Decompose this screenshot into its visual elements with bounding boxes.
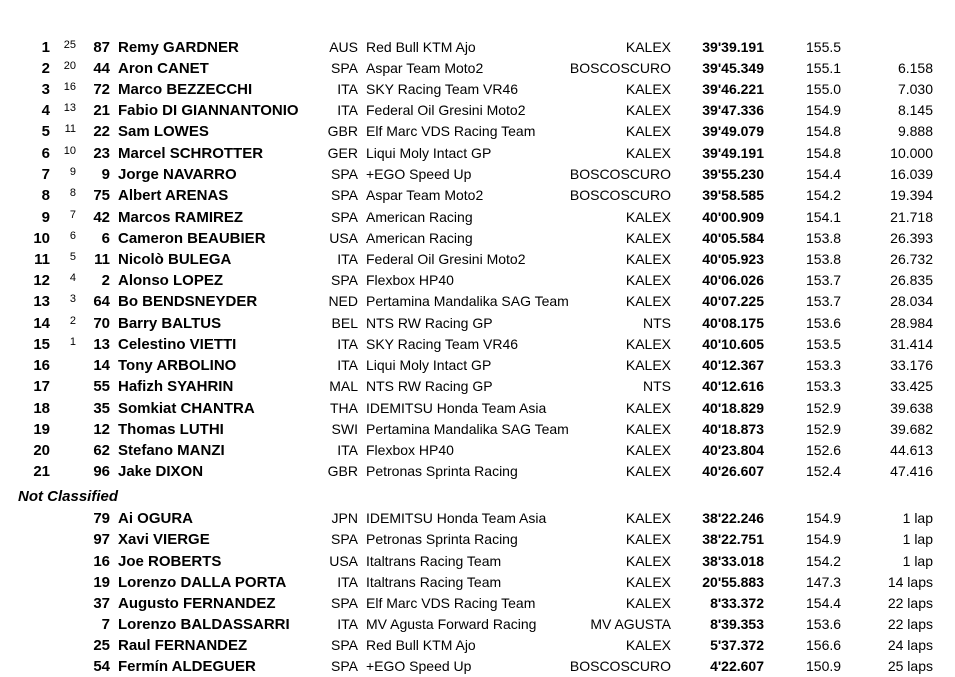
gap: 7.030 xyxy=(897,81,933,97)
motorcycle: KALEX xyxy=(625,595,671,611)
gap: 14 laps xyxy=(887,574,933,590)
rider-number: 11 xyxy=(94,251,110,268)
rider-name: Joe ROBERTS xyxy=(118,553,222,570)
team-name: NTS RW Racing GP xyxy=(366,315,493,331)
table-row xyxy=(0,376,955,397)
nation: ITA xyxy=(337,357,358,373)
points: 25 xyxy=(63,39,76,51)
rider-name: Marco BEZZECCHI xyxy=(118,81,253,98)
rider-number: 72 xyxy=(93,81,110,98)
race-time: 39'58.585 xyxy=(702,187,764,203)
table-row xyxy=(0,355,955,376)
rider-name: Tony ARBOLINO xyxy=(118,357,237,374)
average-speed: 152.9 xyxy=(806,421,842,437)
average-speed: 152.9 xyxy=(806,400,842,416)
team-name: Petronas Sprinta Racing xyxy=(366,531,518,547)
rider-name: Thomas LUTHI xyxy=(118,421,224,438)
rider-number: 25 xyxy=(93,637,110,654)
race-time: 40'12.616 xyxy=(702,378,764,394)
motorcycle: KALEX xyxy=(625,293,671,309)
position: 15 xyxy=(33,336,50,353)
rider-name: Fabio DI GIANNANTONIO xyxy=(118,102,299,119)
nation: SPA xyxy=(331,187,358,203)
team-name: Red Bull KTM Ajo xyxy=(366,637,476,653)
position: 1 xyxy=(41,39,50,56)
not-classified-row xyxy=(0,593,955,614)
race-time: 40'10.605 xyxy=(702,336,764,352)
motorcycle: KALEX xyxy=(625,123,671,139)
gap: 22 laps xyxy=(887,616,933,632)
team-name: Federal Oil Gresini Moto2 xyxy=(366,102,526,118)
position: 7 xyxy=(41,166,50,183)
team-name: Federal Oil Gresini Moto2 xyxy=(366,251,526,267)
rider-name: Marcel SCHROTTER xyxy=(118,145,264,162)
gap: 19.394 xyxy=(890,187,933,203)
average-speed: 153.5 xyxy=(806,336,842,352)
rider-number: 22 xyxy=(93,123,110,140)
race-time: 40'05.923 xyxy=(702,251,764,267)
nation: ITA xyxy=(337,616,358,632)
table-row xyxy=(0,334,955,355)
table-row xyxy=(0,58,955,79)
nation: ITA xyxy=(337,81,358,97)
motorcycle: BOSCOSCURO xyxy=(569,60,671,76)
race-time: 38'22.751 xyxy=(702,531,764,547)
position: 13 xyxy=(33,293,50,310)
rider-number: 62 xyxy=(93,442,110,459)
race-time: 5'37.372 xyxy=(710,637,764,653)
motorcycle: MV AGUSTA xyxy=(590,616,671,632)
race-time: 38'33.018 xyxy=(702,553,764,569)
position: 10 xyxy=(33,230,50,247)
gap: 8.145 xyxy=(897,102,933,118)
table-row xyxy=(0,37,955,58)
race-time: 39'55.230 xyxy=(702,166,764,182)
points: 4 xyxy=(69,272,76,284)
table-row xyxy=(0,228,955,249)
team-name: Liqui Moly Intact GP xyxy=(366,357,492,373)
motorcycle: KALEX xyxy=(625,39,671,55)
not-classified-row xyxy=(0,529,955,550)
position: 18 xyxy=(33,400,50,417)
motorcycle: KALEX xyxy=(625,230,671,246)
position: 12 xyxy=(33,272,50,289)
average-speed: 155.1 xyxy=(806,60,842,76)
team-name: Flexbox HP40 xyxy=(366,442,454,458)
rider-number: 37 xyxy=(93,595,110,612)
nation: MAL xyxy=(329,378,358,394)
race-time: 40'18.829 xyxy=(702,400,764,416)
rider-name: Stefano MANZI xyxy=(118,442,225,459)
gap: 33.425 xyxy=(890,378,933,394)
rider-number: 64 xyxy=(93,293,110,310)
motorcycle: KALEX xyxy=(625,102,671,118)
nation: SPA xyxy=(331,272,358,288)
points: 7 xyxy=(69,209,76,221)
nation: ITA xyxy=(337,574,358,590)
race-time: 40'07.225 xyxy=(702,293,764,309)
race-time: 39'46.221 xyxy=(702,81,764,97)
gap: 1 lap xyxy=(902,510,933,526)
average-speed: 154.9 xyxy=(806,510,842,526)
nation: NED xyxy=(328,293,358,309)
rider-name: Sam LOWES xyxy=(118,123,209,140)
motorcycle: BOSCOSCURO xyxy=(569,166,671,182)
points: 16 xyxy=(63,81,76,93)
average-speed: 147.3 xyxy=(806,574,842,590)
motorcycle: KALEX xyxy=(625,251,671,267)
team-name: American Racing xyxy=(366,209,473,225)
rider-name: Jorge NAVARRO xyxy=(118,166,237,183)
average-speed: 154.4 xyxy=(806,595,842,611)
rider-name: Celestino VIETTI xyxy=(118,336,237,353)
nation: ITA xyxy=(337,336,358,352)
position: 16 xyxy=(33,357,50,374)
motorcycle: KALEX xyxy=(625,145,671,161)
position: 14 xyxy=(33,315,50,332)
table-row xyxy=(0,100,955,121)
gap: 31.414 xyxy=(890,336,933,352)
team-name: IDEMITSU Honda Team Asia xyxy=(366,400,547,416)
gap: 26.393 xyxy=(890,230,933,246)
rider-name: Remy GARDNER xyxy=(118,39,239,56)
rider-number: 19 xyxy=(93,574,110,591)
race-time: 40'23.804 xyxy=(702,442,764,458)
team-name: Flexbox HP40 xyxy=(366,272,454,288)
gap: 26.732 xyxy=(890,251,933,267)
nation: USA xyxy=(329,230,358,246)
team-name: Elf Marc VDS Racing Team xyxy=(366,123,536,139)
nation: GBR xyxy=(327,463,358,479)
nation: SPA xyxy=(331,595,358,611)
points: 3 xyxy=(69,293,76,305)
average-speed: 154.9 xyxy=(806,102,842,118)
team-name: MV Agusta Forward Racing xyxy=(366,616,537,632)
average-speed: 154.2 xyxy=(806,187,842,203)
motorcycle: KALEX xyxy=(625,510,671,526)
nation: BEL xyxy=(331,315,358,331)
table-row xyxy=(0,164,955,185)
position: 4 xyxy=(41,102,50,119)
gap: 28.034 xyxy=(890,293,933,309)
position: 5 xyxy=(41,123,50,140)
points: 2 xyxy=(69,315,76,327)
nation: ITA xyxy=(337,102,358,118)
average-speed: 153.8 xyxy=(806,230,842,246)
average-speed: 154.8 xyxy=(806,145,842,161)
nation: GBR xyxy=(327,123,358,139)
position: 17 xyxy=(33,378,50,395)
team-name: Italtrans Racing Team xyxy=(366,574,502,590)
position: 6 xyxy=(41,145,50,162)
rider-name: Ai OGURA xyxy=(118,510,193,527)
gap: 22 laps xyxy=(887,595,933,611)
team-name: +EGO Speed Up xyxy=(366,166,472,182)
motorcycle: KALEX xyxy=(625,574,671,590)
motorcycle: NTS xyxy=(643,378,671,394)
rider-name: Somkiat CHANTRA xyxy=(118,400,255,417)
average-speed: 153.6 xyxy=(806,315,842,331)
rider-number: 2 xyxy=(101,272,110,289)
table-row xyxy=(0,207,955,228)
table-row xyxy=(0,249,955,270)
rider-number: 23 xyxy=(93,145,110,162)
rider-name: Alonso LOPEZ xyxy=(118,272,223,289)
table-row xyxy=(0,419,955,440)
rider-number: 96 xyxy=(93,463,110,480)
table-row xyxy=(0,185,955,206)
gap: 21.718 xyxy=(890,209,933,225)
gap: 47.416 xyxy=(890,463,933,479)
gap: 39.638 xyxy=(890,400,933,416)
nation: JPN xyxy=(331,510,358,526)
rider-number: 12 xyxy=(93,421,110,438)
race-time: 8'39.353 xyxy=(710,616,764,632)
rider-number: 7 xyxy=(101,616,110,633)
position: 9 xyxy=(41,209,50,226)
nation: SPA xyxy=(331,658,358,674)
nation: GER xyxy=(327,145,358,161)
gap: 1 lap xyxy=(902,531,933,547)
average-speed: 153.7 xyxy=(806,293,842,309)
team-name: Aspar Team Moto2 xyxy=(366,60,484,76)
rider-number: 13 xyxy=(93,336,110,353)
race-time: 40'08.175 xyxy=(702,315,764,331)
race-time: 39'39.191 xyxy=(702,39,764,55)
table-row xyxy=(0,143,955,164)
not-classified-row xyxy=(0,635,955,656)
points: 10 xyxy=(63,145,76,157)
rider-number: 35 xyxy=(93,400,110,417)
team-name: Elf Marc VDS Racing Team xyxy=(366,595,536,611)
not-classified-row xyxy=(0,551,955,572)
table-row xyxy=(0,440,955,461)
nation: USA xyxy=(329,553,358,569)
gap: 44.613 xyxy=(890,442,933,458)
gap: 10.000 xyxy=(890,145,933,161)
race-time: 20'55.883 xyxy=(702,574,764,590)
table-row xyxy=(0,398,955,419)
gap: 28.984 xyxy=(890,315,933,331)
rider-number: 55 xyxy=(93,378,110,395)
race-time: 39'47.336 xyxy=(702,102,764,118)
table-row xyxy=(0,313,955,334)
points: 5 xyxy=(69,251,76,263)
team-name: Petronas Sprinta Racing xyxy=(366,463,518,479)
race-time: 40'12.367 xyxy=(702,357,764,373)
race-time: 39'49.079 xyxy=(702,123,764,139)
points: 13 xyxy=(63,102,76,114)
average-speed: 154.1 xyxy=(806,209,842,225)
position: 11 xyxy=(34,251,50,268)
team-name: American Racing xyxy=(366,230,473,246)
motorcycle: KALEX xyxy=(625,336,671,352)
rider-number: 6 xyxy=(101,230,110,247)
team-name: +EGO Speed Up xyxy=(366,658,472,674)
race-time: 40'00.909 xyxy=(702,209,764,225)
nation: SPA xyxy=(331,209,358,225)
rider-number: 79 xyxy=(93,510,110,527)
average-speed: 153.3 xyxy=(806,378,842,394)
rider-number: 9 xyxy=(101,166,110,183)
rider-number: 87 xyxy=(93,39,110,56)
race-time: 40'26.607 xyxy=(702,463,764,479)
position: 8 xyxy=(41,187,50,204)
rider-number: 54 xyxy=(93,658,110,675)
points: 9 xyxy=(69,166,76,178)
team-name: Pertamina Mandalika SAG Team xyxy=(366,293,569,309)
team-name: Pertamina Mandalika SAG Team xyxy=(366,421,569,437)
average-speed: 155.0 xyxy=(806,81,842,97)
nation: ITA xyxy=(337,442,358,458)
average-speed: 153.3 xyxy=(806,357,842,373)
rider-name: Aron CANET xyxy=(118,60,209,77)
average-speed: 154.2 xyxy=(806,553,842,569)
team-name: Liqui Moly Intact GP xyxy=(366,145,492,161)
average-speed: 153.7 xyxy=(806,272,842,288)
average-speed: 152.6 xyxy=(806,442,842,458)
gap: 1 lap xyxy=(902,553,933,569)
motorcycle: KALEX xyxy=(625,272,671,288)
rider-name: Barry BALTUS xyxy=(118,315,222,332)
not-classified-row xyxy=(0,614,955,635)
race-time: 40'18.873 xyxy=(702,421,764,437)
position: 2 xyxy=(41,60,50,77)
rider-number: 75 xyxy=(93,187,110,204)
average-speed: 155.5 xyxy=(806,39,842,55)
nation: SPA xyxy=(331,531,358,547)
rider-name: Lorenzo BALDASSARRI xyxy=(118,616,290,633)
rider-number: 21 xyxy=(93,102,110,119)
average-speed: 154.8 xyxy=(806,123,842,139)
rider-number: 14 xyxy=(93,357,110,374)
nation: THA xyxy=(330,400,358,416)
not-classified-row xyxy=(0,572,955,593)
position: 3 xyxy=(41,81,50,98)
motorcycle: KALEX xyxy=(625,531,671,547)
rider-name: Augusto FERNANDEZ xyxy=(118,595,276,612)
gap: 9.888 xyxy=(897,123,933,139)
race-time: 4'22.607 xyxy=(710,658,764,674)
gap: 24 laps xyxy=(887,637,933,653)
rider-number: 42 xyxy=(93,209,110,226)
average-speed: 156.6 xyxy=(806,637,842,653)
motorcycle: KALEX xyxy=(625,209,671,225)
rider-name: Nicolò BULEGA xyxy=(118,251,232,268)
rider-number: 70 xyxy=(93,315,110,332)
motorcycle: KALEX xyxy=(625,357,671,373)
race-time: 39'45.349 xyxy=(702,60,764,76)
motorcycle: BOSCOSCURO xyxy=(569,658,671,674)
average-speed: 153.8 xyxy=(806,251,842,267)
rider-name: Fermín ALDEGUER xyxy=(118,658,256,675)
rider-number: 16 xyxy=(93,553,110,570)
motorcycle: BOSCOSCURO xyxy=(569,187,671,203)
race-time: 40'06.026 xyxy=(702,272,764,288)
team-name: IDEMITSU Honda Team Asia xyxy=(366,510,547,526)
position: 19 xyxy=(33,421,50,438)
race-time: 8'33.372 xyxy=(710,595,764,611)
nation: SWI xyxy=(331,421,358,437)
table-row xyxy=(0,79,955,100)
motorcycle: KALEX xyxy=(625,81,671,97)
average-speed: 152.4 xyxy=(806,463,842,479)
team-name: Red Bull KTM Ajo xyxy=(366,39,476,55)
race-time: 38'22.246 xyxy=(702,510,764,526)
gap: 16.039 xyxy=(890,166,933,182)
not-classified-heading: Not Classified xyxy=(18,488,119,505)
rider-name: Raul FERNANDEZ xyxy=(118,637,248,654)
race-time: 40'05.584 xyxy=(702,230,764,246)
nation: SPA xyxy=(331,60,358,76)
nation: ITA xyxy=(337,251,358,267)
team-name: SKY Racing Team VR46 xyxy=(366,81,519,97)
team-name: SKY Racing Team VR46 xyxy=(366,336,519,352)
average-speed: 150.9 xyxy=(806,658,842,674)
points: 8 xyxy=(69,187,76,199)
nation: SPA xyxy=(331,166,358,182)
motorcycle: NTS xyxy=(643,315,671,331)
motorcycle: KALEX xyxy=(625,463,671,479)
team-name: Aspar Team Moto2 xyxy=(366,187,484,203)
motorcycle: KALEX xyxy=(625,442,671,458)
motorcycle: KALEX xyxy=(625,637,671,653)
motorcycle: KALEX xyxy=(625,553,671,569)
rider-name: Jake DIXON xyxy=(118,463,204,480)
not-classified-row xyxy=(0,508,955,529)
rider-name: Bo BENDSNEYDER xyxy=(118,293,258,310)
not-classified-row xyxy=(0,656,955,677)
gap: 26.835 xyxy=(890,272,933,288)
rider-name: Cameron BEAUBIER xyxy=(118,230,266,247)
position: 20 xyxy=(33,442,50,459)
rider-name: Marcos RAMIREZ xyxy=(118,209,244,226)
average-speed: 153.6 xyxy=(806,616,842,632)
points: 1 xyxy=(69,336,76,348)
rider-name: Xavi VIERGE xyxy=(118,531,210,548)
rider-name: Hafizh SYAHRIN xyxy=(118,378,234,395)
gap: 6.158 xyxy=(897,60,933,76)
motorcycle: KALEX xyxy=(625,421,671,437)
average-speed: 154.4 xyxy=(806,166,842,182)
rider-number: 97 xyxy=(93,531,110,548)
points: 6 xyxy=(69,230,76,242)
gap: 25 laps xyxy=(887,658,933,674)
nation: AUS xyxy=(329,39,358,55)
nation: SPA xyxy=(331,637,358,653)
table-row xyxy=(0,270,955,291)
gap: 39.682 xyxy=(890,421,933,437)
table-row xyxy=(0,121,955,142)
team-name: Italtrans Racing Team xyxy=(366,553,502,569)
race-time: 39'49.191 xyxy=(702,145,764,161)
position: 21 xyxy=(33,463,50,480)
average-speed: 154.9 xyxy=(806,531,842,547)
points: 20 xyxy=(63,60,76,72)
motorcycle: KALEX xyxy=(625,400,671,416)
gap: 33.176 xyxy=(890,357,933,373)
rider-number: 44 xyxy=(93,60,110,77)
rider-name: Albert ARENAS xyxy=(118,187,229,204)
rider-name: Lorenzo DALLA PORTA xyxy=(118,574,287,591)
team-name: NTS RW Racing GP xyxy=(366,378,493,394)
points: 11 xyxy=(64,123,76,135)
table-row xyxy=(0,461,955,482)
table-row xyxy=(0,291,955,312)
